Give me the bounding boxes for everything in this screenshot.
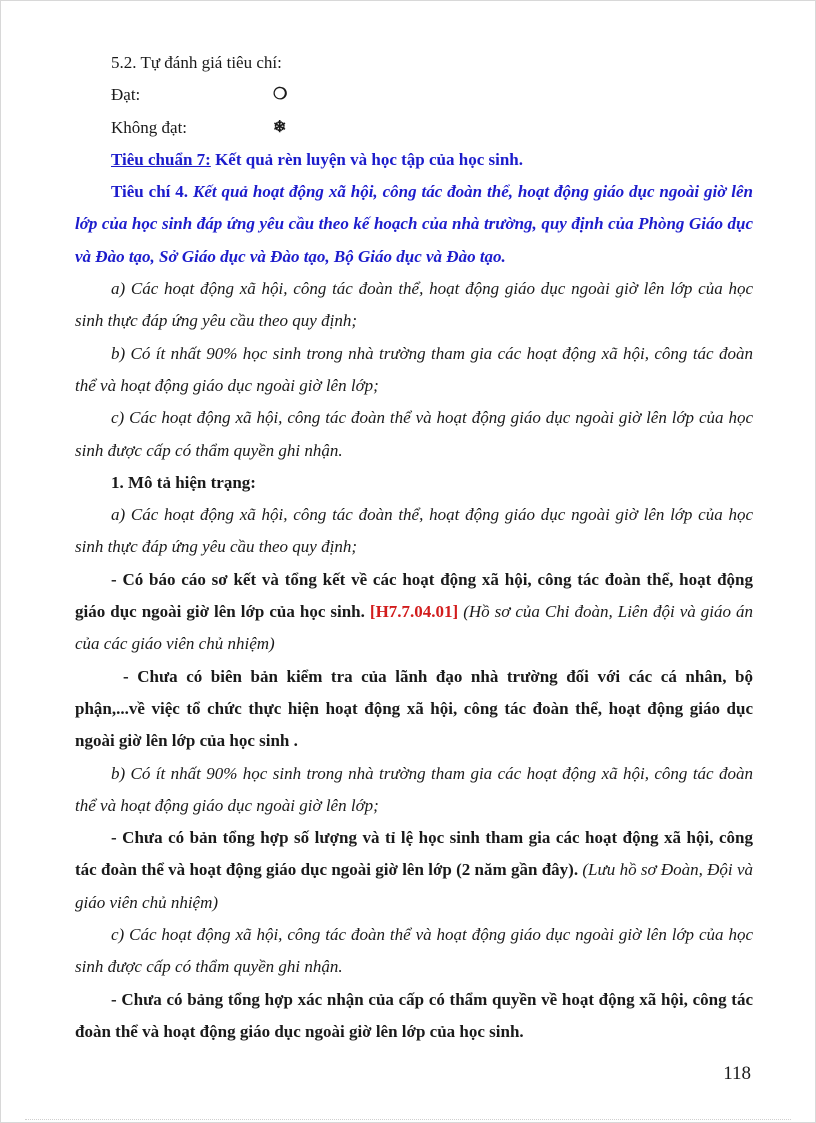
description-c-item-1: - Chưa có bảng tổng hợp xác nhận của cấp có thẩm quyền về hoạt động xã hội, công tác đoàn thể và hoạt động giáo dục ngoài giờ lên lớp của học sinh.	[75, 989, 753, 1041]
description-a-item-1-text: - Có báo cáo sơ kết và tổng kết về các hoạt động xã hội, công tác đoàn thể, hoạt động giáo dục ngoài giờ lên lớp của học sinh.	[75, 569, 753, 622]
snowflake-symbol-icon: ❄	[273, 118, 287, 136]
description-a-item-1	[75, 564, 753, 661]
page-number: 118	[723, 1063, 751, 1084]
criterion-label: Tiêu chí 4.	[111, 182, 189, 202]
description-a-repeat: a) Các hoạt động xã hội, công tác đoàn thể, hoạt động giáo dục ngoài giờ lên lớp của học sinh thực đáp ứng yêu cầu theo quy định;	[75, 505, 753, 557]
description-b-repeat: b) Có ít nhất 90% học sinh trong nhà trường tham gia các hoạt động xã hội, công tác đoàn thể và hoạt động giáo dục ngoài giờ lên lớp;	[75, 763, 753, 815]
description-b-item-1-text: - Chưa có bản tổng hợp số lượng và tỉ lệ học sinh tham gia các hoạt động xã hội, công tác đoàn thể và hoạt động giáo dục ngoài giờ lên lớp (2 năm gần đây).	[75, 828, 753, 880]
rating-khong-dat-row	[75, 112, 753, 144]
requirement-a: a) Các hoạt động xã hội, công tác đoàn thể, hoạt động giáo dục ngoài giờ lên lớp của học sinh thực đáp ứng yêu cầu theo quy định;	[75, 279, 753, 331]
description-c-repeat: c) Các hoạt động xã hội, công tác đoàn thể và hoạt động giáo dục ngoài giờ lên lớp của học sinh được cấp có thẩm quyền ghi nhận.	[75, 925, 753, 977]
page-content	[75, 47, 753, 1048]
footer-divider	[25, 1119, 791, 1120]
description-b-item-1	[75, 822, 753, 919]
criterion-heading	[75, 176, 753, 273]
rating-dat-label: Đạt:	[111, 85, 141, 105]
criterion-text: Kết quả hoạt động xã hội, công tác đoàn thể, hoạt động giáo dục ngoài giờ lên lớp của học sinh đáp ứng yêu cầu theo kế hoạch của nhà trường, quy định của Phòng Giáo dục và Đào tạo, Sở Giáo dục và Đào tạo, Bộ Giáo dục và Đào tạo.	[75, 182, 754, 266]
standard-heading	[75, 144, 753, 176]
description-b-item-1-note: (Lưu hồ sơ Đoàn, Đội và giáo viên chủ nhiệm)	[75, 860, 753, 912]
standard-label: Tiêu chuẩn 7:	[111, 149, 211, 169]
standard-title: Kết quả rèn luyện và học tập của học sinh.	[210, 149, 524, 169]
description-a-item-1-note: (Hồ sơ của Chi đoàn, Liên đội và giáo án của các giáo viên chủ nhiệm)	[75, 602, 754, 654]
circle-symbol-icon: ❍	[273, 86, 288, 104]
description-heading: 1. Mô tả hiện trạng:	[111, 472, 256, 492]
requirement-c: c) Các hoạt động xã hội, công tác đoàn thể và hoạt động giáo dục ngoài giờ lên lớp của học sinh được cấp có thẩm quyền ghi nhận.	[75, 408, 753, 460]
rating-khong-dat-label: Không đạt:	[111, 117, 188, 137]
description-a-item-2: - Chưa có biên bản kiểm tra của lãnh đạo nhà trường đối với các cá nhân, bộ phận,...về việc tổ chức thực hiện hoạt động xã hội, công tác đoàn thể, hoạt động giáo dục ngoài giờ lên lớp của học sinh .	[75, 666, 753, 751]
section-heading: 5.2. Tự đánh giá tiêu chí:	[111, 53, 282, 72]
evidence-code: [H7.7.04.01]	[369, 602, 459, 622]
requirement-b: b) Có ít nhất 90% học sinh trong nhà trường tham gia các hoạt động xã hội, công tác đoàn thể và hoạt động giáo dục ngoài giờ lên lớp;	[75, 343, 753, 395]
rating-dat-row	[75, 79, 753, 111]
